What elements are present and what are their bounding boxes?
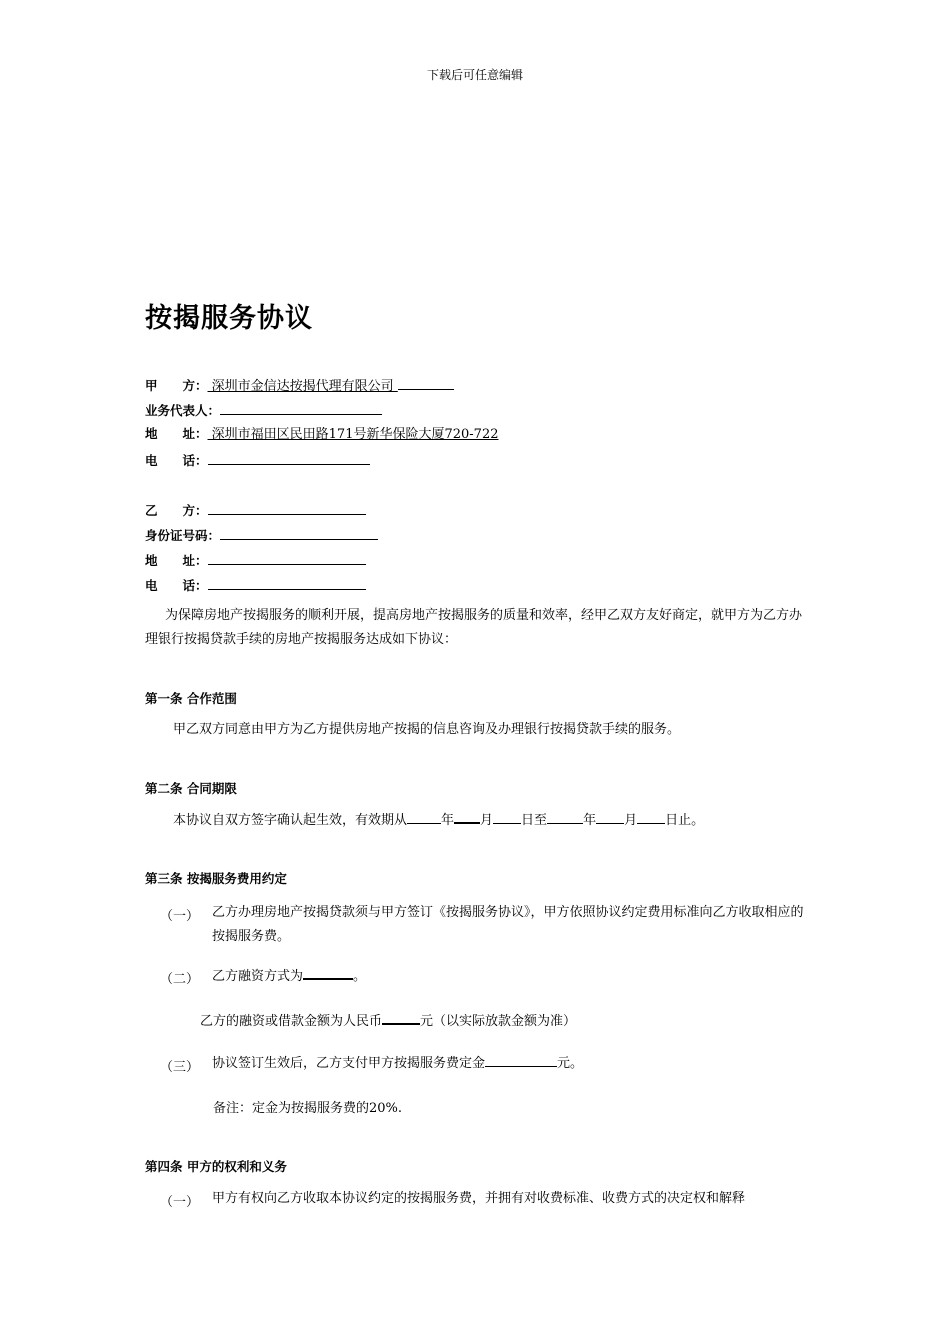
party-b-addr-blank (208, 550, 366, 565)
party-b-row (145, 500, 366, 521)
party-b-phone-label: 电 话： (145, 578, 208, 593)
party-b-phone-blank (208, 575, 366, 590)
header-note: 下载后可任意编辑 (426, 68, 523, 82)
article-3-item-1-number: （一） (160, 909, 200, 924)
end-year-blank (547, 809, 583, 824)
party-b-phone-row (145, 575, 366, 596)
party-a-blank (398, 375, 454, 390)
party-b-blank (208, 500, 366, 515)
deposit-blank (485, 1052, 557, 1067)
loan-amount-text: 乙方的融资或借款金额为人民币 (200, 1014, 383, 1029)
party-a-label: 甲 方： (145, 378, 208, 393)
party-a-rep-label: 业务代表人： (145, 403, 221, 418)
loan-amount-end: 元（以实际放款金额为准） (420, 1014, 577, 1029)
party-b-label: 乙 方： (145, 503, 208, 518)
intro-paragraph: 为保障房地产按揭服务的顺利开展，提高房地产按揭服务的质量和效率，经甲乙双方友好商定，就甲方为乙方办理银行按揭贷款手续的房地产按揭服务达成如下协议： (145, 608, 803, 647)
start-month-blank (454, 808, 480, 824)
article-3-heading: 第三条 按揭服务费用约定 (145, 871, 287, 886)
party-a-phone-row (145, 450, 370, 471)
party-a-addr-label: 地 址： (145, 426, 208, 441)
article-3-item-3-number: （三） (160, 1060, 200, 1075)
party-a-rep-blank (220, 400, 382, 415)
article-2-heading: 第二条 合同期限 (145, 781, 237, 796)
party-b-id-blank (220, 525, 378, 540)
loan-amount-line (200, 1009, 576, 1034)
article-4-item-1: 甲方有权向乙方收取本协议约定的按揭服务费，并拥有对收费标准、收费方式的决定权和解释 (212, 1191, 746, 1206)
party-a-addr-row (145, 425, 498, 444)
party-b-addr-label: 地 址： (145, 553, 208, 568)
party-a-phone-label: 电 话： (145, 453, 208, 468)
article-1-body: 甲乙双方同意由甲方为乙方提供房地产按揭的信息咨询及办理银行按揭贷款手续的服务。 (173, 722, 681, 737)
year-label: 年 (441, 813, 455, 828)
start-year-blank (407, 809, 441, 824)
article-3-item-3 (212, 1052, 807, 1076)
year2-label: 年 (583, 813, 597, 828)
article-4-heading: 第四条 甲方的权利和义务 (145, 1159, 287, 1174)
article-2-body (173, 808, 704, 833)
financing-method-blank (303, 964, 353, 980)
month2-label: 月 (624, 813, 638, 828)
end-day-blank (637, 809, 665, 824)
day-end-label: 日止。 (665, 813, 705, 828)
financing-method-text: 乙方融资方式为 (212, 969, 304, 984)
party-b-id-label: 身份证号码： (145, 528, 221, 543)
article-3-item-2 (212, 964, 807, 989)
party-b-id-row (145, 525, 378, 546)
party-a-phone-blank (208, 450, 370, 465)
month-label: 月 (480, 813, 494, 828)
deposit-end: 元。 (557, 1056, 584, 1071)
party-a-row (145, 375, 454, 396)
start-day-blank (493, 809, 521, 824)
party-a-rep-row (145, 400, 382, 421)
deposit-note: 备注：定金为按揭服务费的20%. (213, 1101, 403, 1116)
end-month-blank (596, 809, 624, 824)
document-title: 按揭服务协议 (145, 303, 313, 334)
party-b-addr-row (145, 550, 366, 571)
article-1-heading: 第一条 合作范围 (145, 691, 237, 706)
financing-method-end: 。 (353, 969, 367, 984)
article-2-text: 本协议自双方签字确认起生效，有效期从 (173, 813, 408, 828)
article-3-item-2-number: （二） (160, 972, 200, 987)
article-4-item-1-number: （一） (160, 1195, 200, 1210)
party-a-value: 深圳市金信达按揭代理有限公司 (207, 379, 398, 394)
day-to-label: 日至 (521, 813, 548, 828)
deposit-text: 协议签订生效后，乙方支付甲方按揭服务费定金 (212, 1056, 486, 1071)
article-3-item-1: 乙方办理房地产按揭贷款须与甲方签订《按揭服务协议》，甲方依照协议约定费用标准向乙方收取相应的按揭服务费。 (212, 905, 804, 944)
party-a-addr-value: 深圳市福田区民田路171号新华保险大厦720-722 (207, 427, 499, 442)
loan-amount-blank (382, 1009, 420, 1025)
